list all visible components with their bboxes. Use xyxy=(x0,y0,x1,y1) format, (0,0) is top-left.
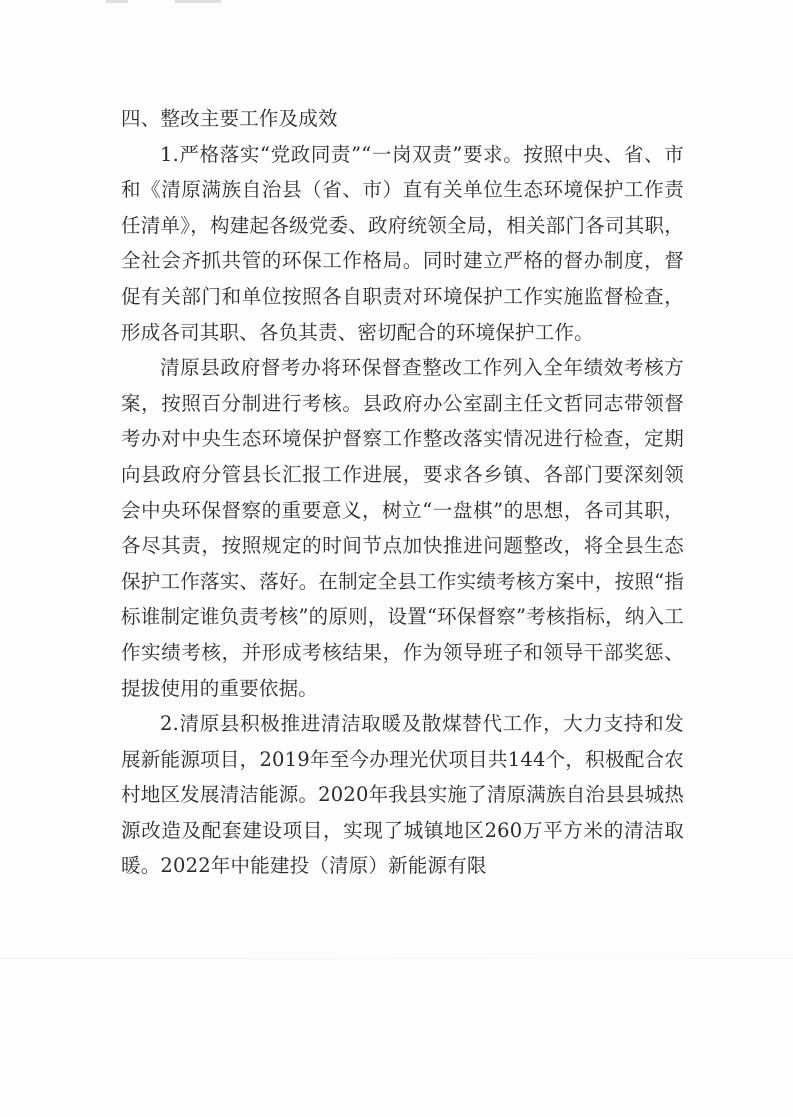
scan-mark xyxy=(106,0,128,3)
scan-mark xyxy=(175,0,221,3)
section-heading: 四、整改主要工作及成效 xyxy=(121,107,338,130)
document-body xyxy=(121,101,684,884)
paragraph-3: 2.清原县积极推进清洁取暖及散煤替代工作，大力支持和发展新能源项目，2019年至今办理光伏项目共144个，积极配合农村地区发展清洁能源。2020年我县实施了清原满族自治县县城热源改造及配套建设项目，实现了城镇地区260万平方米的清洁取暖。2022年中能建投（清原）新能源有限 xyxy=(121,712,684,878)
scan-edge-line xyxy=(0,958,793,959)
paragraph-2: 清原县政府督考办将环保督查整改工作列入全年绩效考核方案，按照百分制进行考核。县政府办公室副主任文哲同志带领督考办对中央生态环境保护督察工作整改落实情况进行检查，定期向县政府分管县长汇报工作进展，要求各乡镇、各部门要深刻领会中央环保督察的重要意义，树立“一盘棋”的思想，各司其职，各尽其责，按照规定的时间节点加快推进问题整改，将全县生态保护工作落实、落好。在制定全县工作实绩考核方案中，按照“指标谁制定谁负责考核”的原则，设置“环保督察”考核指标，纳入工作实绩考核，并形成考核结果，作为领导班子和领导干部奖惩、提拔使用的重要依据。 xyxy=(121,356,684,700)
paragraph-1: 1.严格落实“党政同责”“一岗双责”要求。按照中央、省、市和《清原满族自治县（省、市）直有关单位生态环境保护工作责任清单》，构建起各级党委、政府统领全局，相关部门各司其职，全社会齐抓共管的环保工作格局。同时建立严格的督办制度，督促有关部门和单位按照各自职责对环境保护工作实施监督检查，形成各司其职、各负其责、密切配合的环境保护工作。 xyxy=(121,142,684,344)
